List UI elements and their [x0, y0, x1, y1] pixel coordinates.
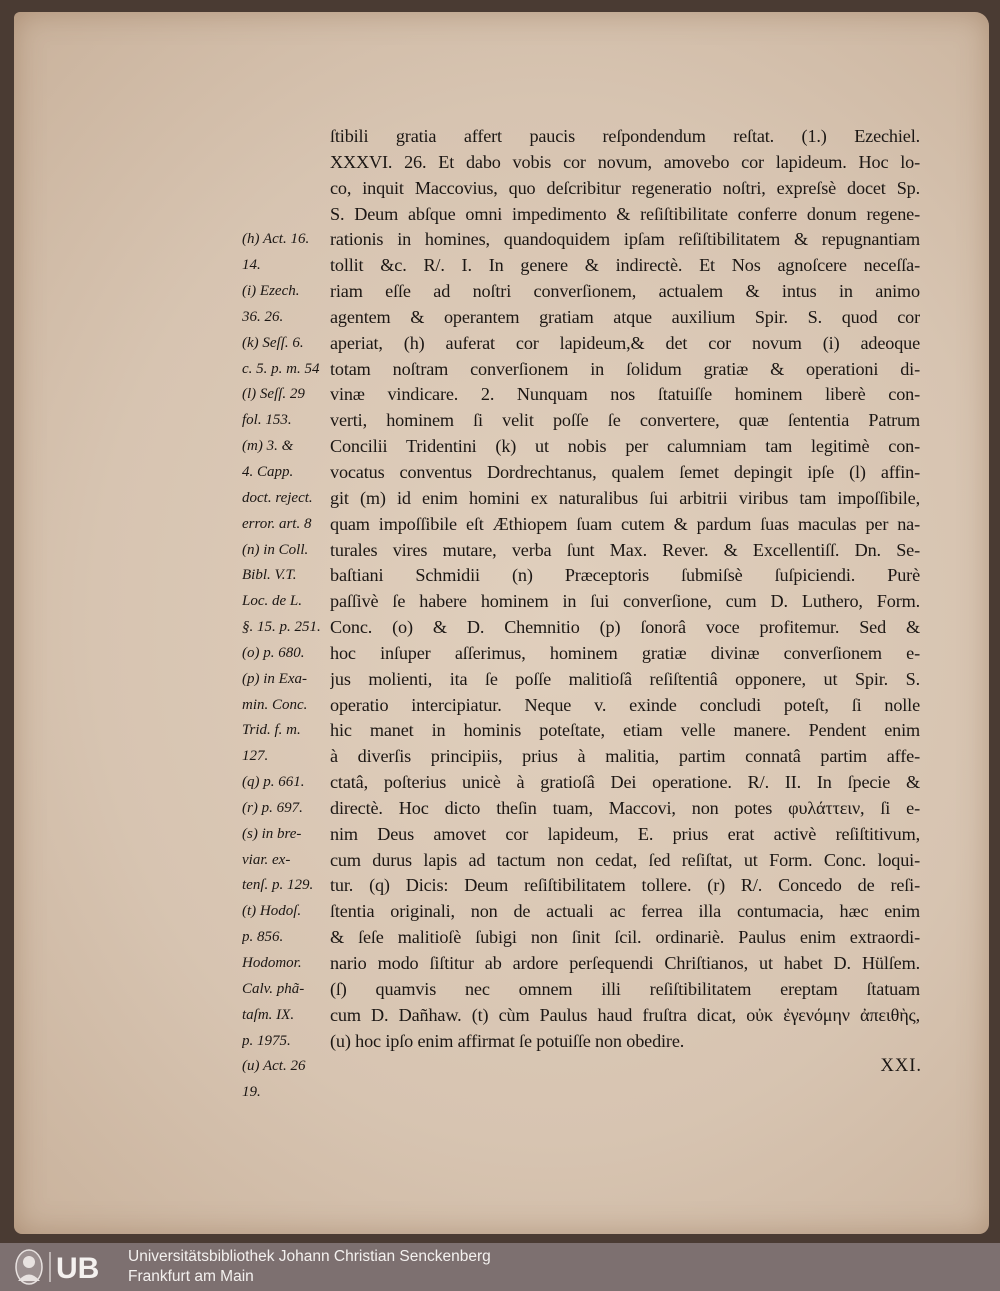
body-line: agentem & operantem gratiam atque auxilium Spir. S. quod cor — [330, 306, 920, 327]
body-line: paſſivè ſe habere hominem in ſui converſione, cum D. Luthero, Form. — [330, 591, 920, 612]
margin-note: (m) 3. & — [242, 438, 294, 455]
margin-note: Bibl. V.T. — [242, 567, 297, 584]
text-line — [242, 486, 922, 512]
text-line — [242, 512, 922, 538]
body-line: S. Deum abſque omni impedimento & reſiſtibilitate conferre donum regene- — [330, 203, 920, 224]
text-line — [242, 357, 922, 383]
text-line — [242, 615, 922, 641]
ub-logo-text: UB — [56, 1252, 100, 1285]
text-line — [242, 202, 922, 228]
text-line — [242, 460, 922, 486]
body-line: git (m) id enim homini ex naturalibus ſui arbitrii viribus tam impoſſibile, — [330, 487, 920, 508]
margin-note: 127. — [242, 748, 269, 765]
body-line: verti, hominem ſi velit poſſe ſe convertere, quæ ſententia Patrum — [330, 410, 920, 431]
body-line: nario modo ſiſtitur ab ardore perſequendi Chriſtianos, ut habet D. Hülſem. — [330, 953, 920, 973]
body-line: rationis in homines, quandoquidem ipſam reſiſtibilitatem & repugnantiam — [330, 229, 920, 250]
text-line — [242, 1080, 922, 1106]
catchword: XXI. — [880, 1056, 922, 1077]
footer-text — [128, 1247, 491, 1287]
body-line: Concilii Tridentini (k) ut nobis per calumniam tam legitimè con- — [330, 436, 920, 457]
body-line: hic manet in hominis poteſtate, etiam velle manere. Pendent enim — [330, 720, 920, 741]
text-line — [242, 1003, 922, 1029]
text-line — [242, 848, 922, 874]
body-line: & ſeſe malitioſè ſubigi non ſinit ſcil. ordinariè. Paulus enim extraordi- — [330, 927, 920, 948]
text-line — [242, 331, 922, 357]
body-line: ſtibili gratia affert paucis reſpondendum reſtat. (1.) Ezechiel. — [330, 126, 920, 146]
margin-note: p. 1975. — [242, 1032, 291, 1049]
margin-note: p. 856. — [242, 929, 284, 946]
portrait-icon — [16, 1250, 42, 1284]
text-line — [242, 951, 922, 977]
body-line: tur. (q) Dicis: Deum reſiſtibilitatem tollere. (r) R/. Concedo de reſi- — [330, 875, 920, 896]
margin-note: (t) Hodoſ. — [242, 903, 302, 920]
text-line — [242, 977, 922, 1003]
margin-note: error. art. 8 — [242, 515, 312, 532]
text-line — [242, 899, 922, 925]
text-line — [242, 150, 922, 176]
margin-note: fol. 153. — [242, 412, 292, 429]
body-line: cum durus lapis ad tactum non cedat, ſed reſiſtat, ut Form. Conc. loqui- — [330, 849, 920, 870]
text-line — [242, 227, 922, 253]
text-line — [242, 305, 922, 331]
margin-note: (o) p. 680. — [242, 644, 305, 661]
margin-note: 4. Capp. — [242, 463, 294, 480]
text-line — [242, 538, 922, 564]
body-line: ſtentia originali, non de actuali ac ferrea illa contumacia, hæc enim — [330, 901, 920, 922]
body-line: turales vires mutare, verba ſunt Max. Rever. & Excellentiſſ. Dn. Se- — [330, 539, 920, 560]
text-line — [242, 744, 922, 770]
margin-note: (q) p. 661. — [242, 774, 305, 791]
text-line — [242, 693, 922, 719]
text-line — [242, 279, 922, 305]
body-line: jus molienti, ita ſe poſſe malitioſâ reſiſtentiâ opponere, ut Spir. S. — [330, 668, 920, 689]
body-line: aperiat, (h) auferat cor lapideum,& det cor novum (i) adeoque — [330, 332, 920, 353]
margin-note: min. Conc. — [242, 696, 308, 713]
margin-note: (r) p. 697. — [242, 799, 303, 816]
text-line — [242, 408, 922, 434]
body-line: co, inquit Maccovius, quo deſcribitur regeneratio noſtri, expreſsè docet Sp. — [330, 177, 920, 198]
body-line: Conc. (o) & D. Chemnitio (p) ſonorâ voce profitemur. Sed & — [330, 617, 920, 638]
margin-note: Hodomor. — [242, 955, 302, 971]
body-line: operatio intercipiatur. Neque v. exinde concludi poteſt, ſi nolle — [330, 694, 920, 715]
margin-note: c. 5. p. m. 54 — [242, 360, 320, 377]
margin-note: doct. reject. — [242, 489, 313, 506]
text-line — [242, 718, 922, 744]
text-line — [242, 176, 922, 202]
text-line — [242, 382, 922, 408]
body-line: vocatus conventus Dordrechtanus, qualem ſemet depingit ipſe (l) affin- — [330, 461, 920, 482]
body-line: vinæ vindicare. 2. Nunquam nos ſtatuiſſe hominem liberè con- — [330, 384, 920, 405]
body-line: riam eſſe ad noſtri converſionem, actualem & intus in animo — [330, 281, 920, 302]
text-line — [242, 124, 922, 150]
body-line: baſtiani Schmidii (n) Præceptoris ſubmiſsè ſuſpiciendi. Purè — [330, 565, 920, 586]
text-line — [242, 873, 922, 899]
library-name: Universitätsbibliothek Johann Christian Senckenberg — [128, 1248, 491, 1265]
body-line: (ſ) quamvis nec omnem illi reſiſtibilitatem ereptam ſtatuam — [330, 978, 920, 999]
library-footer — [0, 1243, 1000, 1291]
margin-note: (s) in bre- — [242, 825, 302, 842]
margin-note: (l) Seſſ. 29 — [242, 386, 305, 403]
body-line: hoc inſuper aſſerimus, hominem gratiæ divinæ converſionem e- — [330, 642, 920, 663]
paper-page — [14, 12, 989, 1234]
body-line: quam impoſſibile eſt Æthiopem ſuam cutem & pardum ſuas maculas per na- — [330, 513, 920, 534]
margin-note: (n) in Coll. — [242, 541, 309, 558]
text-line — [242, 641, 922, 667]
margin-note: viar. ex- — [242, 851, 291, 868]
margin-note: (k) Seſſ. 6. — [242, 334, 304, 351]
body-line: cum D. Dañhaw. (t) cùm Paulus haud fruſtra dicat, οὐκ ἐγενόμην ἀπειθὴς, — [330, 1004, 920, 1025]
text-line — [242, 667, 922, 693]
text-line — [242, 1029, 922, 1055]
text-block — [242, 124, 922, 1106]
body-line: XXXVI. 26. Et dabo vobis cor novum, amovebo cor lapideum. Hoc lo- — [330, 151, 920, 172]
body-line: ctatâ, poſterius unicè à gratioſâ Dei operatione. R/. II. In ſpecie & — [330, 772, 920, 793]
text-line — [242, 253, 922, 279]
text-line — [242, 770, 922, 796]
library-city: Frankfurt am Main — [128, 1268, 254, 1285]
text-line — [242, 589, 922, 615]
text-line — [242, 796, 922, 822]
margin-note: 19. — [242, 1084, 261, 1101]
ub-logo — [12, 1248, 120, 1286]
margin-note: tenſ. p. 129. — [242, 877, 314, 894]
margin-note: 14. — [242, 257, 261, 274]
margin-note: (u) Act. 26 — [242, 1058, 306, 1075]
text-line — [242, 925, 922, 951]
margin-note: Trid. f. m. — [242, 722, 301, 739]
margin-note: Calv. phã- — [242, 980, 305, 997]
margin-note: Loc. de L. — [242, 593, 302, 610]
text-line — [242, 563, 922, 589]
body-line: directè. Hoc dicto theſin tuam, Maccovi, non potes φυλάττειν, ſi e- — [330, 797, 920, 818]
body-line: totam noſtram converſionem in ſolidum gratiæ & operationi di- — [330, 358, 920, 379]
body-line: tollit &c. R/. I. In genere & indirectè. Et Nos agnoſcere neceſſa- — [330, 255, 920, 276]
text-line — [242, 1054, 922, 1080]
margin-note: §. 15. p. 251. — [242, 619, 321, 636]
body-line: (u) hoc ipſo enim affirmat ſe potuiſſe non obedire. — [330, 1030, 685, 1051]
margin-note: taſm. IX. — [242, 1006, 295, 1023]
body-line: à diverſis principiis, prius à malitia, partim connatâ partim affe- — [330, 746, 920, 767]
text-line — [242, 822, 922, 848]
margin-note: 36. 26. — [242, 308, 284, 325]
text-line — [242, 434, 922, 460]
body-line: nim Deus amovet cor lapideum, E. prius erat activè reſiſtitivum, — [330, 823, 920, 844]
margin-note: (h) Act. 16. — [242, 231, 310, 248]
margin-note: (i) Ezech. — [242, 283, 300, 300]
margin-note: (p) in Exa- — [242, 670, 307, 687]
